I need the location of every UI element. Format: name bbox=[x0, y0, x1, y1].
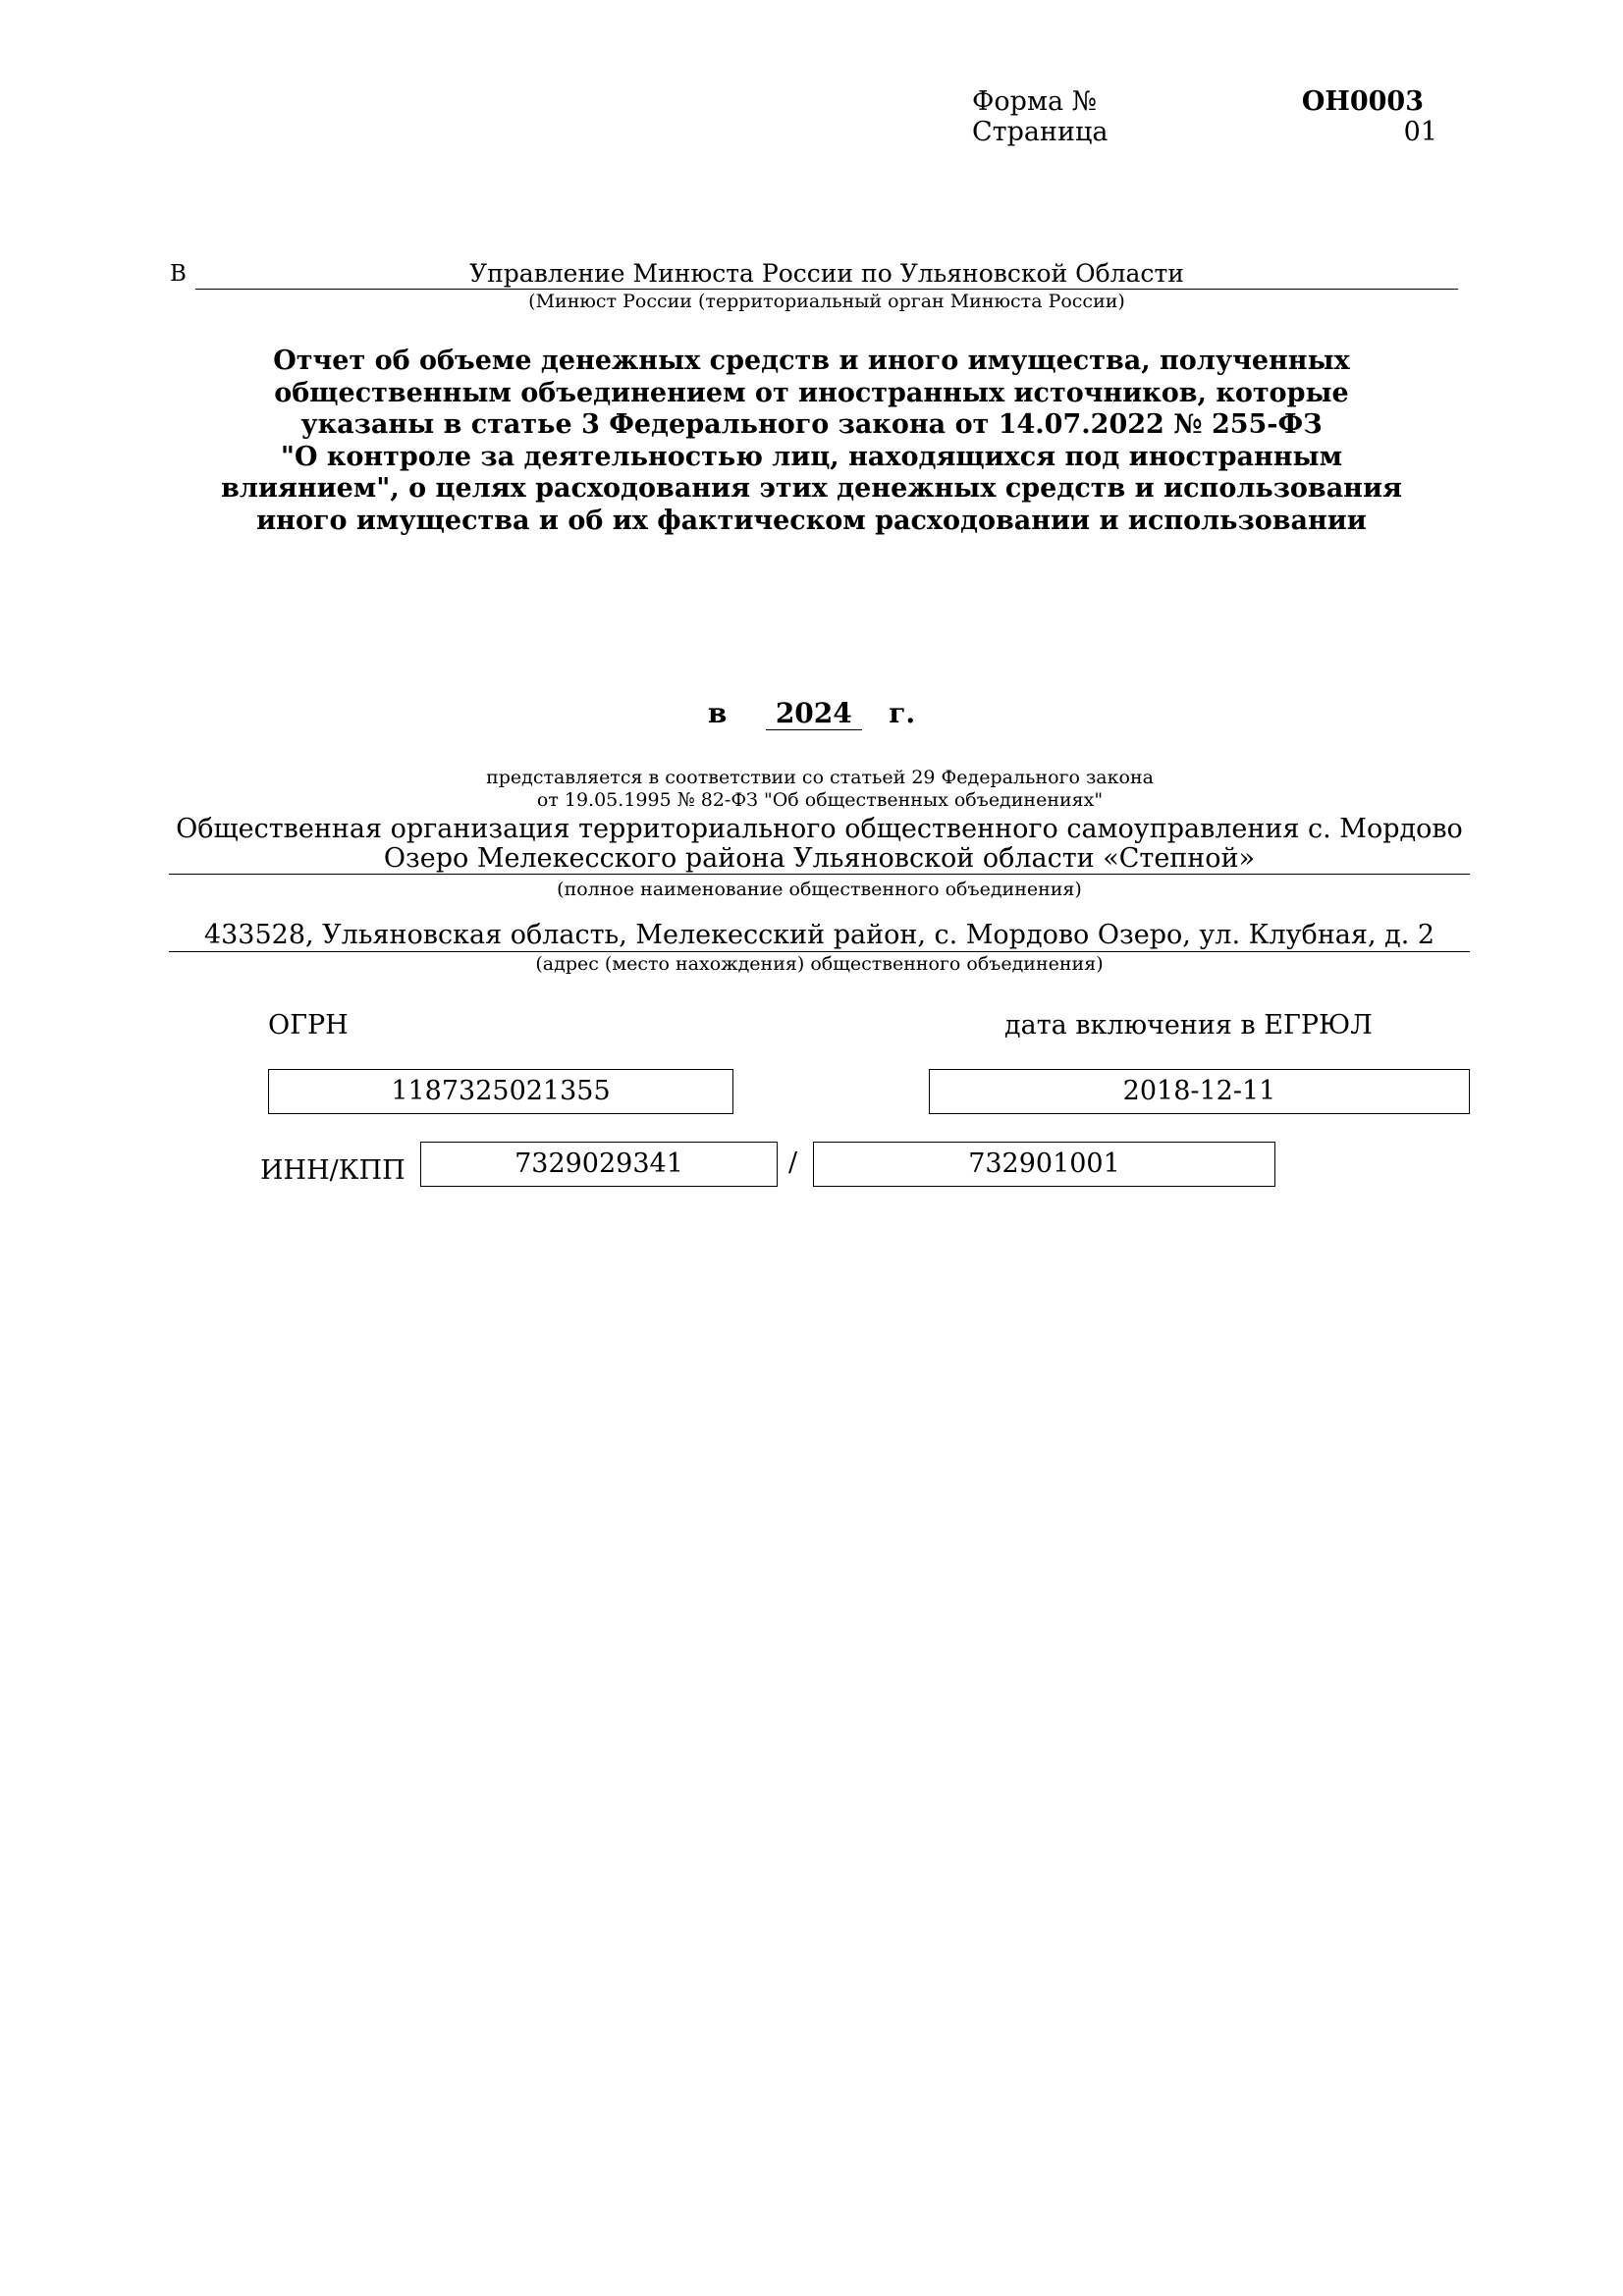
legal-basis-line: представляется в соответствии со статьей 29 Федерального закона bbox=[486, 767, 1154, 788]
addressee-prefix: В bbox=[170, 261, 187, 287]
organization-name-line: Озеро Мелекесского района Ульяновской области «Степной» bbox=[383, 843, 1256, 874]
form-number-value: ОН0003 bbox=[1301, 86, 1424, 117]
inn-kpp-separator: / bbox=[788, 1148, 798, 1178]
legal-basis-line: от 19.05.1995 № 82-ФЗ "Об общественных объединениях" bbox=[536, 789, 1104, 811]
report-title bbox=[147, 346, 1476, 537]
page-number-value: 01 bbox=[1403, 117, 1437, 147]
title-line: общественным объединением от иностранных источников, которые bbox=[274, 377, 1349, 408]
reporting-period bbox=[0, 697, 1623, 730]
egrul-date-label: дата включения в ЕГРЮЛ bbox=[1004, 1010, 1373, 1041]
title-line: указаны в статье 3 Федерального закона от 14.07.2022 № 255-ФЗ bbox=[300, 409, 1323, 440]
addressee-caption: (Минюст России (территориальный орган Минюста России) bbox=[528, 291, 1125, 312]
organization-name bbox=[169, 815, 1470, 875]
legal-basis bbox=[196, 767, 1443, 812]
period-suffix: г. bbox=[889, 697, 916, 729]
inn-kpp-label: ИНН/КПП bbox=[260, 1155, 406, 1186]
ogrn-label: ОГРН bbox=[268, 1010, 349, 1041]
organization-address-caption: (адрес (место нахождения) общественного объединения) bbox=[535, 953, 1104, 975]
page-label: Страница bbox=[972, 117, 1109, 147]
kpp-field: 732901001 bbox=[813, 1142, 1275, 1187]
addressee-name: Управление Минюста России по Ульяновской Области bbox=[195, 259, 1458, 290]
title-line: "О контроле за деятельностью лиц, находящихся под иностранным bbox=[280, 441, 1343, 472]
ogrn-field: 1187325021355 bbox=[268, 1069, 733, 1114]
egrul-date-field: 2018-12-11 bbox=[929, 1069, 1470, 1114]
title-line: влиянием", о целях расходования этих денежных средств и использования bbox=[221, 473, 1402, 504]
organization-name-line: Общественная организация территориального общественного самоуправления с. Мордово bbox=[176, 814, 1463, 844]
organization-name-caption: (полное наименование общественного объединения) bbox=[557, 879, 1082, 900]
form-number-label: Форма № bbox=[972, 86, 1098, 117]
period-prefix: в bbox=[707, 697, 728, 729]
title-line: Отчет об объеме денежных средств и иного имущества, полученных bbox=[273, 346, 1350, 376]
reporting-year: 2024 bbox=[766, 697, 862, 730]
organization-address: 433528, Ульяновская область, Мелекесский район, с. Мордово Озеро, ул. Клубная, д. 2 bbox=[169, 920, 1470, 952]
title-line: иного имущества и об их фактическом расходовании и использовании bbox=[256, 505, 1367, 536]
inn-field: 7329029341 bbox=[420, 1142, 778, 1187]
